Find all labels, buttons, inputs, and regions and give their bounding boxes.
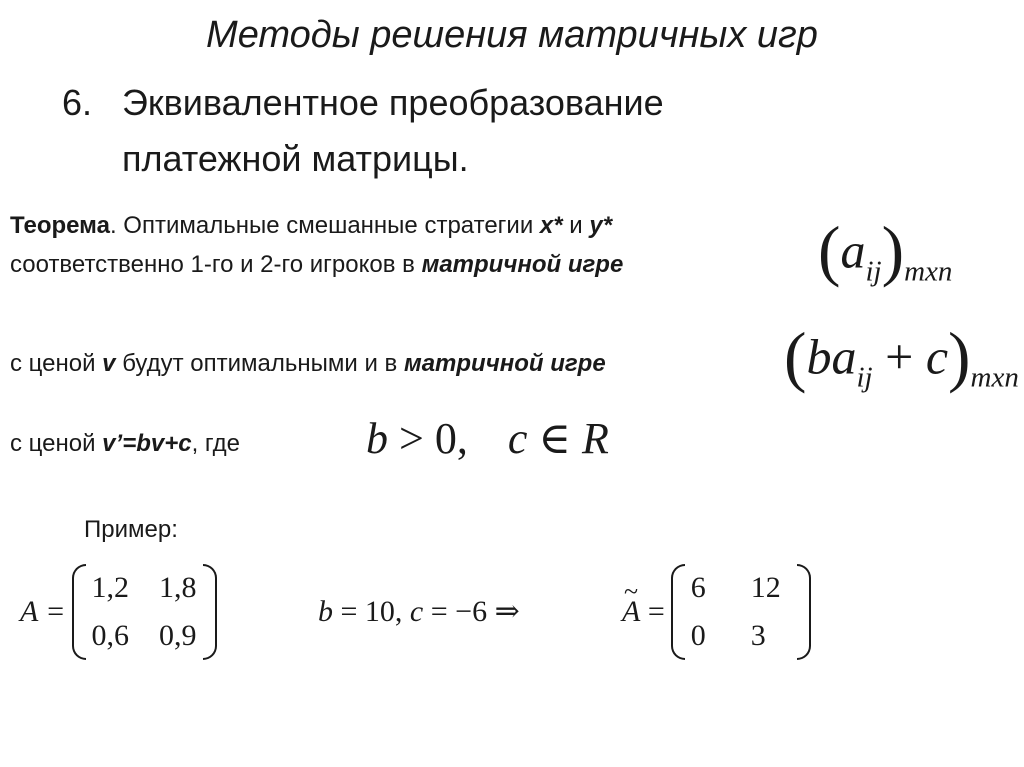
theorem-text-3b: будут оптимальными и в [115, 350, 404, 377]
greater-than-zero: > 0, [388, 414, 468, 463]
var-a: a [831, 328, 857, 385]
matrix-cell: 1,8 [159, 571, 197, 604]
value-v-prime: v’=bv+c [102, 430, 192, 457]
theorem-text-4b: , где [191, 430, 240, 457]
dimension-mxn: mxn [970, 361, 1019, 394]
formula-transformed-matrix [784, 318, 1019, 396]
list-item-number: 6. [62, 82, 93, 123]
matrix-cell: 0,9 [159, 619, 197, 652]
value-v: v [102, 350, 116, 377]
transform-text-2: = −6 ⇒ [423, 595, 520, 628]
matrix-cell: 0 [690, 619, 706, 652]
var-c: c [409, 595, 424, 628]
var-b: b [806, 328, 832, 385]
theorem-line-1 [10, 212, 612, 240]
list-item-heading-line1: Эквивалентное преобразование [122, 82, 664, 123]
dimension-mxn: mxn [904, 255, 953, 288]
var-a: a [840, 222, 866, 279]
matrix-A-tilde-cells [685, 571, 797, 653]
theorem-text-3a: с ценой [10, 350, 103, 377]
matrix-cell: 3 [750, 619, 766, 652]
A-tilde-letter: ~ A [622, 595, 640, 629]
paren-open: ( [818, 213, 841, 288]
plus-sign: + [872, 328, 926, 385]
index-ij: ij [865, 255, 882, 288]
matrix-A-tilde-label [622, 595, 665, 629]
theorem-text-2: соответственно 1-го и 2-го игроков в [10, 251, 422, 278]
transform-text-1: = 10, [333, 595, 410, 628]
formula-conditions [366, 413, 609, 464]
element-of: ∈ [527, 414, 582, 463]
matrix-A [20, 564, 217, 660]
paren-close: ) [948, 319, 971, 394]
y-star: y* [589, 212, 613, 239]
paren-open: ( [784, 319, 807, 394]
matrix-A-label: A = [20, 595, 66, 628]
matrix-cell: 1,2 [91, 571, 130, 604]
matrix-A-tilde [622, 564, 811, 660]
theorem-label: Теорема [10, 212, 110, 239]
left-bracket [72, 564, 86, 660]
theorem-line-3 [10, 350, 606, 378]
matrix-cell: 0,6 [91, 619, 130, 652]
var-b: b [366, 414, 388, 463]
slide-title: Методы решения матричных игр [206, 14, 818, 56]
theorem-line-4 [10, 430, 240, 458]
index-ij: ij [856, 361, 873, 394]
theorem-text-1: . Оптимальные смешанные стратегии [109, 212, 540, 239]
var-c: c [925, 328, 949, 385]
theorem-line-2 [10, 251, 623, 279]
var-b: b [318, 595, 333, 628]
var-c: c [507, 414, 528, 463]
set-R: R [581, 414, 609, 463]
matrix-cell: 6 [690, 571, 706, 604]
right-bracket [203, 564, 217, 660]
formula-matrix-a [818, 212, 952, 290]
example-label: Пример: [84, 516, 178, 543]
matrix-game-term-2: матричной игре [403, 350, 606, 377]
and-word: и [562, 212, 590, 239]
right-bracket [797, 564, 811, 660]
transform-expression [318, 594, 520, 629]
theorem-text-4a: с ценой [10, 430, 103, 457]
paren-close: ) [881, 213, 905, 288]
list-item-heading-line2: платежной матрицы. [122, 138, 469, 179]
matrix-cell: 12 [750, 571, 781, 604]
matrix-game-term: матричной игре [421, 251, 624, 278]
x-star: x* [539, 212, 563, 239]
equals-sign: = [640, 595, 665, 628]
matrix-A-cells [86, 571, 203, 653]
left-bracket [671, 564, 685, 660]
